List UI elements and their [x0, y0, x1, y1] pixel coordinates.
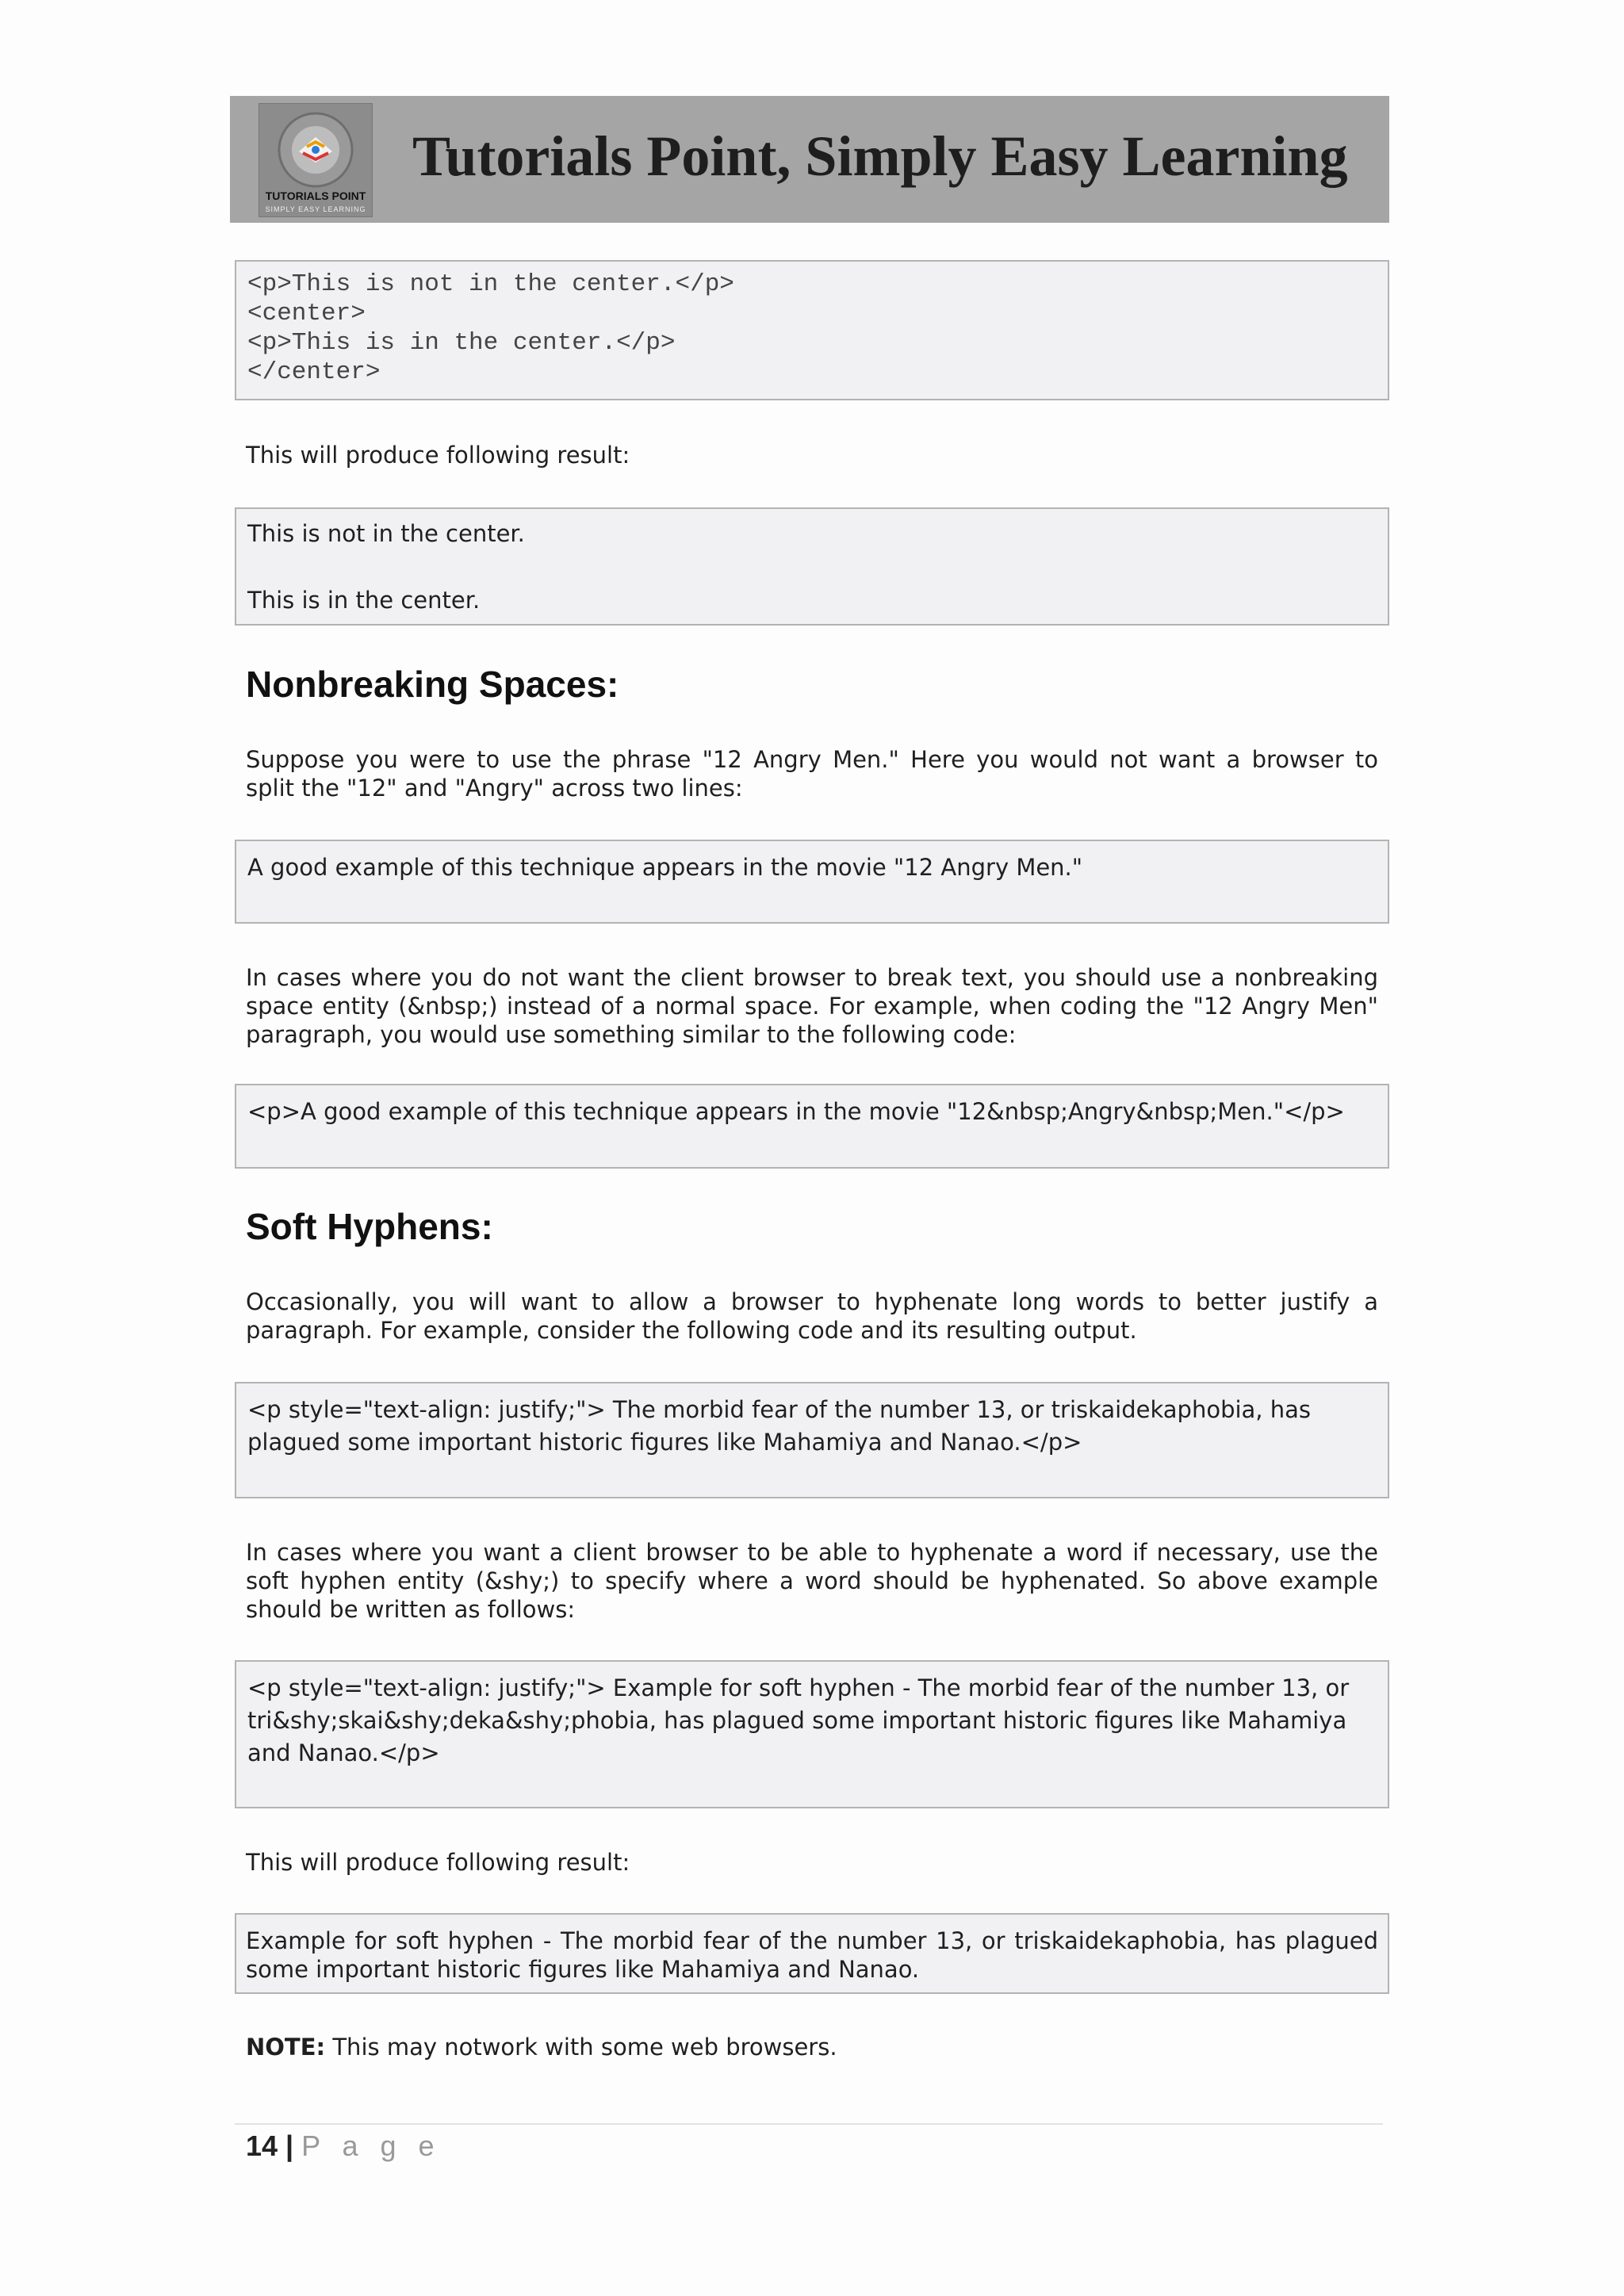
- paragraph-nbsp-explanation: In cases where you do not want the client browser to break text, you should use a nonbreaking space entity (&nbsp;) instead of a normal space. For example, when coding the "12 Angry Men" paragraph, you would use something similar to the following code:: [246, 964, 1378, 1048]
- page-footer: [246, 2130, 442, 2163]
- note-body: This may notwork with some web browsers.: [325, 2034, 837, 2061]
- note-text: [246, 2033, 1378, 2061]
- paragraph-shy-explanation: In cases where you want a client browser to be able to hyphenate a word if necessary, use the soft hyphen entity (&shy;) to specify where a word should be hyphenated. So above example should be written as follows:: [246, 1539, 1378, 1623]
- paragraph-nonbreaking-intro: Suppose you were to use the phrase "12 Angry Men." Here you would not want a browser to split the "12" and "Angry" across two lines:: [246, 746, 1378, 802]
- code-block-shy: [235, 1660, 1389, 1808]
- code-line: and Nanao.</p>: [247, 1739, 440, 1766]
- code-block-nbsp: [235, 1084, 1389, 1169]
- code-line: <p style="text-align: justify;"> Example for soft hyphen - The morbid fear of the number 13, or: [247, 1674, 1350, 1701]
- code-line: plagued some important historic figures like Mahamiya and Nanao.</p>: [247, 1429, 1082, 1456]
- footer-separator: |: [285, 2130, 294, 2162]
- page-header: [230, 96, 1389, 223]
- code-line: <p>A good example of this technique appears in the movie "12&nbsp;Angry&nbsp;Men."</p>: [247, 1098, 1345, 1125]
- result-intro-text: This will produce following result:: [246, 442, 630, 469]
- paragraph-soft-hyphen-intro: Occasionally, you will want to allow a browser to hyphenate long words to better justify a paragraph. For example, consider the following code and its resulting output.: [246, 1288, 1378, 1344]
- code-line: tri&shy;skai&shy;deka&shy;phobia, has plagued some important historic figures like Mahamiya: [247, 1707, 1347, 1734]
- tutorials-point-logo: [259, 103, 373, 217]
- logo-tagline: SIMPLY EASY LEARNING: [265, 205, 366, 213]
- code-line: <p>This is not in the center.</p>: [247, 270, 734, 298]
- code-line: <p>This is in the center.</p>: [247, 329, 676, 357]
- code-block-justify: [235, 1382, 1389, 1498]
- example-block-angry-men: [235, 840, 1389, 924]
- result-text: Example for soft hyphen - The morbid fear of the number 13, or triskaidekaphobia, has plagued some important historic figures like Mahamiya and Nanao.: [246, 1927, 1378, 1983]
- example-line: A good example of this technique appears in the movie "12 Angry Men.": [247, 854, 1083, 881]
- logo-text: TUTORIALS POINT: [265, 189, 366, 202]
- result-line: This is not in the center.: [247, 520, 525, 547]
- code-line: <center>: [247, 300, 366, 327]
- section-heading-nonbreaking-spaces: Nonbreaking Spaces:: [246, 664, 619, 705]
- header-title: Tutorials Point, Simply Easy Learning: [412, 124, 1348, 188]
- page-number: 14: [246, 2130, 278, 2162]
- result-line: This is in the center.: [247, 587, 481, 614]
- code-line: </center>: [247, 358, 381, 386]
- page-label: P a g e: [301, 2130, 442, 2162]
- note-label: NOTE:: [246, 2034, 326, 2061]
- footer-divider: [235, 2123, 1383, 2125]
- result-block-center: [235, 507, 1389, 626]
- result-block-soft-hyphen: [235, 1913, 1389, 1994]
- section-heading-soft-hyphens: Soft Hyphens:: [246, 1206, 493, 1247]
- result-intro-text: This will produce following result:: [246, 1849, 630, 1876]
- code-block-center: [235, 260, 1389, 400]
- code-line: <p style="text-align: justify;"> The morbid fear of the number 13, or triskaidekaphobia, has: [247, 1396, 1311, 1423]
